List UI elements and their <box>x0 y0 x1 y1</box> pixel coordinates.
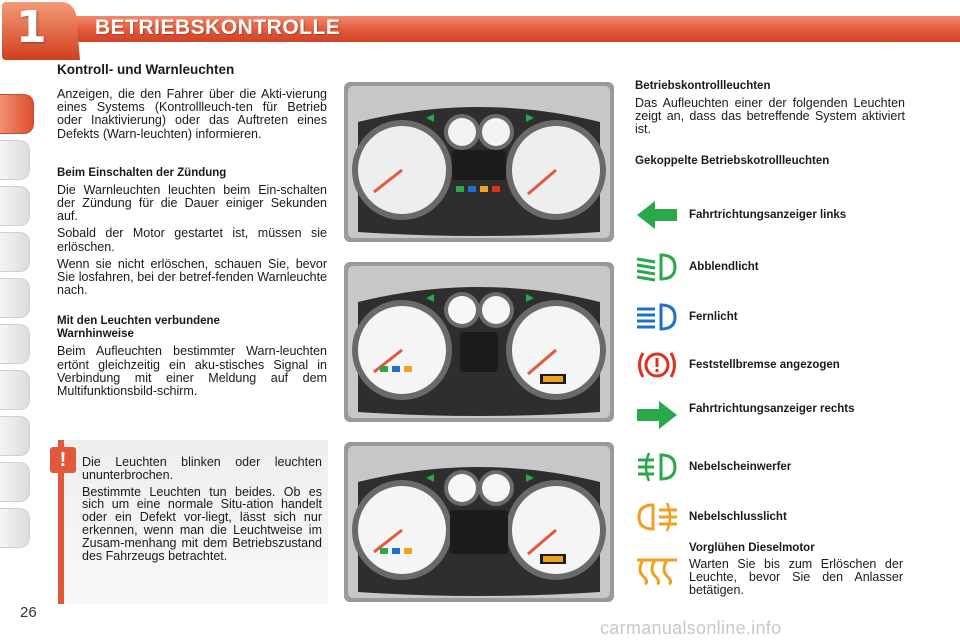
page-title: BETRIEBSKONTROLLE <box>95 16 341 39</box>
coupled-lamps-heading: Gekoppelte Betriebskotrollleuchten <box>635 155 830 168</box>
indicator-label: Abblendlicht <box>689 261 759 273</box>
note-paragraph-2: Bestimmte Leuchten tun beides. Ob es sich um eine normale Situ-ation handelt oder ein Defekt vor-liegt, lässt sich nur erkennen, wenn man die Leuchtweise im Zusam-menhang mit dem Betriebszustand des Fahrzeugs betrachtet. <box>82 484 322 563</box>
indicator-glow-plug <box>635 540 915 604</box>
side-tab-2[interactable] <box>0 140 30 180</box>
note-paragraph-1: Die Leuchten blinken oder leuchten ununterbrochen. <box>82 455 322 482</box>
subheading-warnings: Mit den Leuchten verbundene Warnhinweise <box>57 315 220 341</box>
left-column <box>57 62 327 398</box>
low-beam-icon <box>635 250 679 284</box>
side-tab-5[interactable] <box>0 278 30 318</box>
left-arrow-icon <box>635 198 679 232</box>
indicator-label: Nebelscheinwerfer <box>689 461 792 473</box>
glow-plug-text: Warten Sie bis zum Erlöschen der Leuchte, bevor Sie den Anlasser betätigen. <box>689 557 903 597</box>
page-number: 26 <box>20 604 37 621</box>
indicator-right-turn <box>635 398 915 438</box>
indicator-rear-fog <box>635 500 915 540</box>
subheading-ignition: Beim Einschalten der Zündung <box>57 166 227 179</box>
instrument-cluster-illustration <box>344 442 614 602</box>
warnings-paragraph: Beim Aufleuchten bestimmter Warn-leuchten ertönt gleichzeitig ein aku-stisches Signal in Verbindung mit einer Meldung auf dem Multifunktionsbild-schirm. <box>57 344 327 399</box>
right-column <box>635 80 905 167</box>
rear-fog-icon <box>635 500 679 534</box>
watermark: carmanualsonline.info <box>600 618 782 638</box>
side-tab-8[interactable] <box>0 416 30 456</box>
operation-lamps-heading: Betriebskontrollleuchten <box>635 80 771 92</box>
front-fog-icon <box>635 450 679 484</box>
ignition-paragraph-1: Die Warnleuchten leuchten beim Ein-schalten der Zündung für die Dauer einiger Sekunden auf. <box>57 182 327 224</box>
high-beam-icon <box>635 300 679 334</box>
indicator-high-beam <box>635 300 915 340</box>
indicator-low-beam <box>635 250 915 290</box>
dashboard-image-2 <box>344 262 614 422</box>
indicator-label: Nebelschlusslicht <box>689 511 787 523</box>
intro-paragraph: Anzeigen, die den Fahrer über die Akti-vierung eines Systems (Kontrollleuch-ten für Betrieb oder Inaktivierung) oder das Auftreten eines Defekts (Warn-leuchten) informieren. <box>57 87 327 141</box>
indicator-label: Fahrtrichtungsanzeiger links <box>689 209 847 221</box>
side-tab-7[interactable] <box>0 370 30 410</box>
parking-brake-icon <box>635 348 679 382</box>
right-arrow-icon <box>635 398 679 432</box>
glow-plug-title: Vorglühen Dieselmotor <box>689 542 815 554</box>
dashboard-image-3 <box>344 442 614 602</box>
instrument-cluster-illustration <box>344 262 614 422</box>
indicator-label: Fahrtrichtungsanzeiger rechts <box>689 403 855 415</box>
warning-icon: ! <box>50 447 76 473</box>
note-box <box>58 440 328 604</box>
chapter-number: 1 <box>16 2 47 53</box>
glow-plug-icon <box>635 554 679 588</box>
ignition-paragraph-3: Wenn sie nicht erlöschen, schauen Sie, bevor Sie losfahren, bei der betref-fenden Warnleuchte nach. <box>57 256 327 298</box>
side-tab-10[interactable] <box>0 508 30 548</box>
side-tab-9[interactable] <box>0 462 30 502</box>
indicator-front-fog <box>635 450 915 490</box>
side-tab-6[interactable] <box>0 324 30 364</box>
side-tab-4[interactable] <box>0 232 30 272</box>
page-header <box>0 0 960 58</box>
side-tab-1[interactable] <box>0 94 34 134</box>
indicator-parking-brake <box>635 348 915 388</box>
indicator-label: Fernlicht <box>689 311 738 323</box>
indicator-left-turn <box>635 198 915 238</box>
section-heading: Kontroll- und Warnleuchten <box>57 62 235 77</box>
operation-lamps-intro: Das Aufleuchten einer der folgenden Leuchten zeigt an, dass das betreffende System aktiviert ist. <box>635 96 905 136</box>
side-tab-3[interactable] <box>0 186 30 226</box>
ignition-paragraph-2: Sobald der Motor gestartet ist, müssen sie erlöschen. <box>57 226 327 254</box>
instrument-cluster-illustration <box>344 82 614 242</box>
indicator-label: Feststellbremse angezogen <box>689 359 840 371</box>
dashboard-image-1 <box>344 82 614 242</box>
chapter-side-tabs <box>0 62 44 582</box>
